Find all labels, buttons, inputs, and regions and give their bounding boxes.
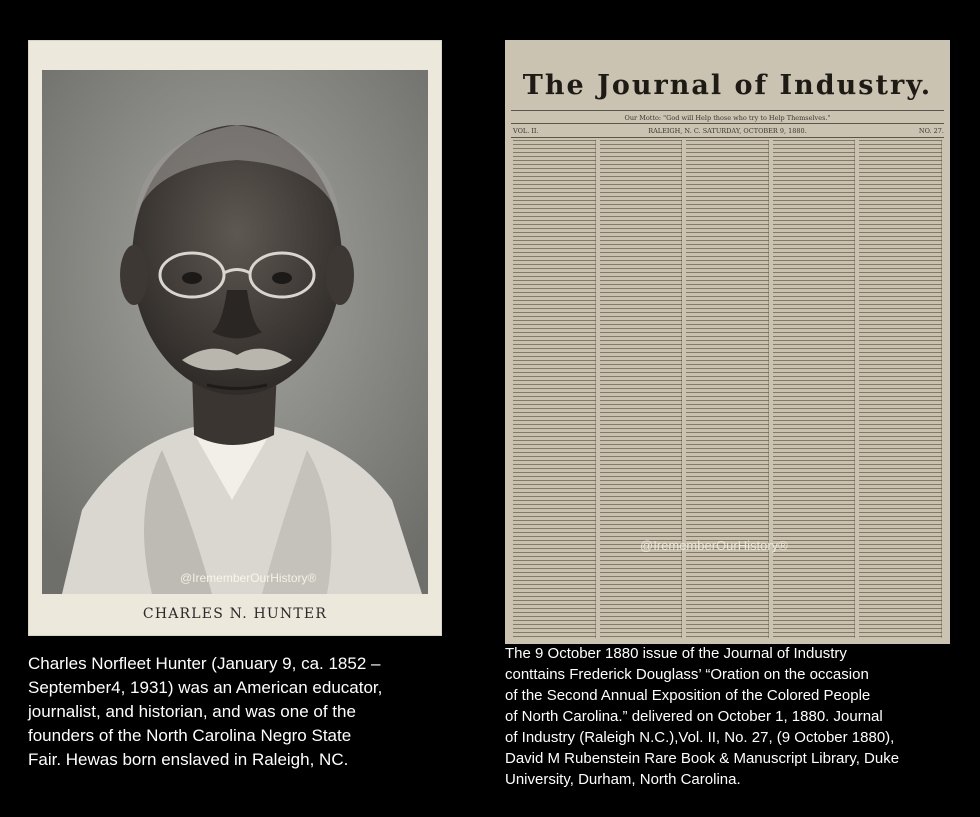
portrait-caption: CHARLES N. HUNTER [142,606,328,622]
newspaper-description [505,643,965,790]
caption-line: journalist, and historian, and was one of the [28,702,356,721]
caption-line: of North Carolina.” delivered on October 1, 1880. Journal [505,708,883,725]
newspaper-issue-number: NO. 27. [918,127,944,135]
caption-line: conttains Frederick Douglass’ “Oration on the occasion [505,666,869,683]
newspaper-volume: VOL. II. [513,127,539,135]
newspaper-column [513,140,596,638]
caption-line: founders of the North Carolina Negro State [28,726,352,745]
portrait-photo [42,70,428,594]
portrait-watermark: @IrememberOurHistory® [180,571,317,585]
newspaper-column [773,140,856,638]
caption-line: September4, 1931) was an American educator, [28,678,383,697]
motto-rule [511,123,944,124]
caption-line: Charles Norfleet Hunter (January 9, ca. 1852 – [28,654,381,673]
newspaper-watermark: @IrememberOurHistory® [640,538,788,553]
newspaper-column [859,140,942,638]
newspaper-dateline: RALEIGH, N. C. SATURDAY, OCTOBER 9, 1880. [648,127,807,135]
masthead-rule [511,110,944,111]
newspaper-masthead: The Journal of Industry. [522,70,933,101]
newspaper-column [686,140,769,638]
newspaper-page [505,40,950,644]
caption-line: of Industry (Raleigh N.C.),Vol. II, No. 27, (9 October 1880), [505,729,895,746]
portrait-illustration [42,70,428,594]
caption-line: The 9 October 1880 issue of the Journal of Industry [505,645,847,662]
newspaper-columns [513,140,942,638]
caption-line: of the Second Annual Exposition of the Colored People [505,687,871,704]
portrait-description [28,652,458,772]
caption-line: Fair. Hewas born enslaved in Raleigh, NC. [28,750,349,769]
newspaper-column [600,140,683,638]
caption-line: University, Durham, North Carolina. [505,771,741,788]
newspaper-motto: Our Motto: "God will Help those who try to Help Themselves." [624,114,831,122]
portrait-card [28,40,442,636]
caption-line: David M Rubenstein Rare Book & Manuscript Library, Duke [505,750,900,767]
dateline-rule [511,137,944,138]
